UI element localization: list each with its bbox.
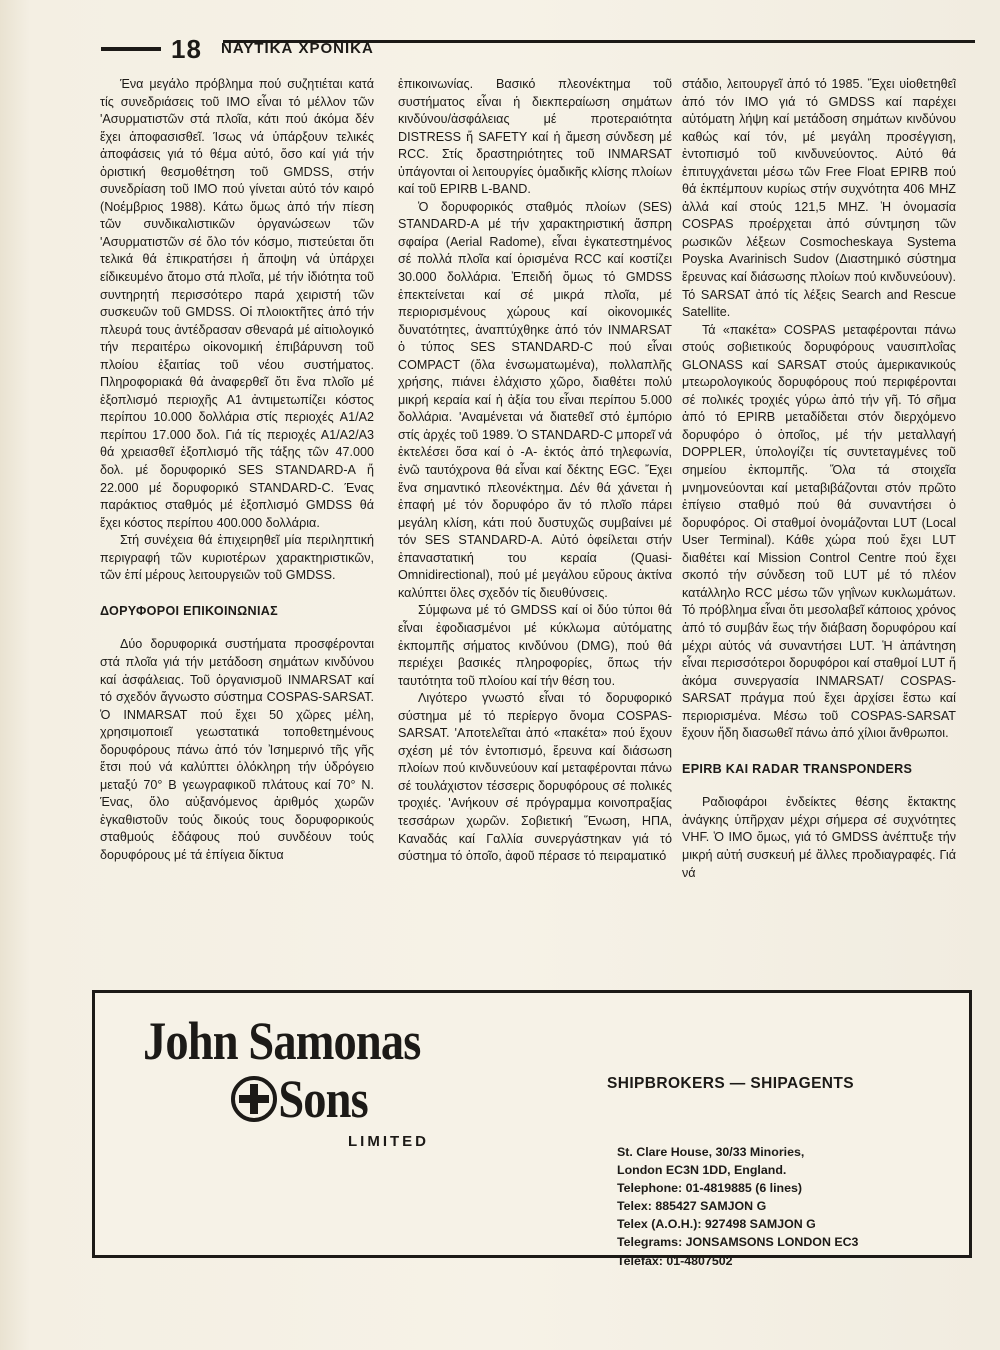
advertisement-box bbox=[92, 990, 972, 1268]
ad-limited: LIMITED bbox=[348, 1133, 429, 1150]
article-body bbox=[100, 76, 970, 981]
ad-tagline: SHIPBROKERS — SHIPAGENTS bbox=[607, 1075, 855, 1092]
article-column-2 bbox=[398, 76, 672, 981]
ad-brand-sons bbox=[225, 1071, 368, 1127]
paragraph: Ὁ δορυφορικός σταθμός πλοίων (SES) STANDARD-A μέ τήν χαρακτηριστική ἄσπρη σφαίρα (Aerial Radome), εἶναι ἐγκατεστημένος σέ πολλά πλοῖα καί ὁρισμένα RCC καί κοστίζει 30.000 δολλάρια. Ἐπειδή ὅμως τό GMDSS ἐπεκτείνεται καί σέ μικρά πλοῖα, μέ περιορισμένους χώρους καί οἰκονομικές δυνατότητες, ἀναπτύχθηκε ἀπό τόν INMARSAT ὁ τύπος SES STANDARD-C πού εἶναι COMPACT (ὅλα ἐνσωματωμένα), πολλαπλῆς χρήσης, πιάνει ἐλάχιστο χῶρο, διαθέτει πολύ μικρή κεραία καί ἡ ἀξία του εἶναι περίπου 5.000 δολλάρια. 'Αναμένεται νά διατεθεῖ στό ἐμπόριο στίς ἀρχές τοῦ 1989. Ὁ STANDARD-C μπορεῖ νά ἐκτελέσει ὅσα καί ὁ -Α- ἐκτός ἀπό τηλεφωνία, ἐνῶ ταυτόχρονα θά εἶναι καί δέκτης EGC. Ἔχει ἕνα σημαντικό πλεονέκτημα. Δέν θά χάνεται ἡ ἐπαφή μέ τόν δορυφόρο ἄν τό πλοῖο πάρει μεγάλη κλίση, κάτι πού δυστυχῶς συμβαίνει μέ τόν SES STANDARD-A. Αὐτό ὀφείλεται στήν ἐπαναστατική του κεραία (Quasi-Omnidirectional), πού μέ μεγάλου εὔρους ἀκτίνα καλύπτει ὅλες σχεδόν τίς διευθύνσεις. bbox=[398, 199, 672, 600]
section-heading-satellites: ΔΟΡΥΦΟΡΟΙ ΕΠΙΚΟΙΝΩΝΙΑΣ bbox=[100, 603, 278, 618]
paragraph: Στή συνέχεια θά ἐπιχειρηθεῖ μία περιληπτική περιγραφή τῶν κυριοτέρων χαρακτηριστικῶν, τῶν ἐπί μέρους λειτουργειῶν τοῦ GMDSS. bbox=[100, 533, 374, 583]
paragraph: Ένα μεγάλο πρόβλημα πού συζητιέται κατά τίς συνεδριάσεις τοῦ ΙΜΟ εἶναι τό μέλλον τῶν 'Ασυρματιστῶν στά πλοῖα, κάτι πού άκόμα δέν ἔχει ἀποφασισθεῖ. Ίσως νά ὑπάρξουν τελικές ἀποφάσεις γιά τό θέμα αὐτό, ὅσο καί γιά τήν ὁριστική θεσμοθέτηση τοῦ GMDSS, στήν συνεδρίαση τοῦ ΙΜΟ πού γίνεται αὐτό τόν καιρό (Νοέμβριος 1988). Κάτω ὅμως ἀπό τήν πίεση τῶν συνδικαλιστικῶν ὀργανώσεων τῶν 'Ασυρματιστῶν σέ ὅλο τόν κόσμο, πιστεύεται ὅτι τελικά θά ἐπικρατήσει ἡ ἄποψη νά ὑπάρχει είδικευμένο ἄτομο στά πλοῖα, μέ τήν ἰδιότητα τοῦ συντηρητή περισσότερο παρά χειριστή τῶν συσκευῶν τοῦ GMDSS. Οἱ πλοιοκτῆτες ἀπό τήν πλευρά τους ἀντέδρασαν σθεναρά μέ αἰτιολογικό τήν περαιτέρω οἰκονομική ἐπιβάρυνση τοῦ πλοίου ἐξαιτίας τοῦ νέου συστήματος. Πληροφοριακά θά ἀναφερθεῖ ὅτι ἕνα πλοῖο μέ ἐξοπλισμό περιοχῆς Α1 ἀντιμετωπίζει κόστος περίπου 10.000 δολλάρια στίς περιοχές Α1/Α2 περίπου 17.000 δολ. Γιά τίς περιοχές Α1/Α2/Α3 θά χρειασθεῖ ἐξοπλισμό τῆς τάξης τῶν 47.000 δολ. μέ δορυφορικό SES STANDARD-A ἤ 22.000 μέ δορυφορικό STANDARD-C. Ένας παράκτιος σταθμός μέ ἐξοπλισμό GMDSS θά ἔχει κόστος περίπου 400.000 δολλάρια. bbox=[100, 77, 374, 530]
paragraph: Δύο δορυφορικά συστήματα προσφέρονται στά πλοῖα γιά τήν μετάδοση σημάτων κινδύνου καί ἀσφάλειας. Τοῦ ὀργανισμοῦ INMARSAT καί τό σχεδόν ἄγνωστο σύστημα COSPAS-SARSAT. Ὁ INMARSAT πού ἔχει 50 χῶρες μέλη, χρησιμοποιεῖ γεωστατικά τοποθετημένους δορυφόρους πάνω ἀπό τόν Ἰσημερινό τῆς γῆς ἔτσι πού νά καλύπτει ὁλόκληρη τήν ὑδρόγειο μεταξύ 70° Β γεωγραφικοῦ πλάτους καί 70° Ν. Ένας, ὅλο αὐξανόμενος ἀριθμός χωρῶν ἐγκαθιστοῦν τούς δικούς τους δορυφορικούς σταθμούς ἐδάφους πού συνδέουν τούς δορυφόρους μέ τά ἐπίγεια δίκτυα bbox=[100, 637, 374, 862]
publication-title: ΝΑΥΤΙΚΑ ΧΡΟΝΙΚΑ bbox=[221, 40, 374, 57]
ad-telex-aoh: Telex (A.O.H.): 927498 SAMJON G bbox=[617, 1217, 816, 1232]
paragraph: Σύμφωνα μέ τό GMDSS καί οἱ δύο τύποι θά εἶναι ἐφοδιασμένοι μέ κύκλωμα αὐτόματης ἐκπομπῆς σήματος κινδύνου (DMG), πού θά περιέχει βασικές πληροφορίες, ὅπως τήν ταυτότητα τοῦ πλοίου καί τήν θέση του. bbox=[398, 603, 672, 688]
page-header bbox=[95, 36, 975, 66]
ad-telefax: Telefax: 01-4807502 bbox=[617, 1253, 733, 1268]
ad-brand-sons-text: Sons bbox=[278, 1069, 368, 1129]
article-column-1 bbox=[100, 76, 374, 981]
paragraph: ἐπικοινωνίας. Βασικό πλεονέκτημα τοῦ συστήματος εἶναι ἡ διεκπεραίωση σημάτων κινδύνου/ἀσφάλειας μέ προτεραιότητα DISTRESS ἤ SAFETY καί ἡ ἄμεση σύνδεση μέ RCC. Στίς δραστηριότητες τοῦ INMARSAT ὑπάγονται οἱ λειτουργίες ὁμαδικῆς κλίσης πλοίων καί τοῦ EPIRB L-BAND. bbox=[398, 77, 672, 197]
article-column-3 bbox=[682, 76, 956, 981]
paragraph: Λιγότερο γνωστό εἶναι τό δορυφορικό σύστημα μέ τό περίεργο ὄνομα COSPAS-SARSAT. 'Αποτελεῖται ἀπό «πακέτα» πού ἔχουν σχέση μέ τόν ἐντοπισμό, ἔρευνα καί διάσωση πλοίων πού κινδυνεύουν καί μεταφέρονται πάνω σέ τουλάχιστον τέσσερις δορυφόρους σέ πολικές τροχιές. 'Ανήκουν σέ πρόγραμμα κοινοπραξίας τεσσάρων χωρῶν. Σοβιετική Ἕνωση, ΗΠΑ, Καναδάς καί Γαλλία συνεργάστηκαν γιά τό σύστημα τό ὁποῖο, ἀφοῦ πέρασε τό πειραματικό bbox=[398, 691, 672, 864]
section-heading-epirb: EPIRB ΚΑΙ RADAR TRANSPONDERS bbox=[682, 761, 913, 776]
ad-telephone: Telephone: 01-4819885 (6 lines) bbox=[617, 1181, 803, 1196]
ad-contact-details bbox=[617, 1143, 957, 1270]
ad-telex: Telex: 885427 SAMJON G bbox=[617, 1199, 767, 1214]
ad-brand-name: John Samonas bbox=[143, 1011, 421, 1071]
ad-telegrams: Telegrams: JONSAMSONS LONDON EC3 bbox=[617, 1235, 859, 1250]
ad-address-line: St. Clare House, 30/33 Minories, bbox=[617, 1145, 805, 1159]
paragraph: Τά «πακέτα» COSPAS μεταφέρονται πάνω στούς σοβιετικούς δορυφόρους ναυσιπλοΐας GLONASS καί SARSAT στούς ἀμερικανικούς μτεωρολογικούς δορυφόρους πού περιφέρονται σέ πολικές τροχιές γύρω ἀπό τήν γῆ. Τό σῆμα ἀπό τό EPIRB μεταδίδεται στόν διερχόμενο δορυφόρο ὁ ὁποῖος, μέ τήν μεταλλαγή DOPPLER, ὑπολογίζει τίς συντεταγμένες τοῦ σημείου ἐκπομπῆς. Ὅλα τά στοιχεῖα μνημονεύονται καί μεταβιβάζονται στόν πρῶτο ἐπίγειο σταθμό πού θά συναντήσει ὁ δορυφόρος. Οἱ σταθμοί ὀνομάζονται LUT (Local User Terminal). Κάθε χώρα πού ἔχει LUT διαθέτει καί Mission Control Centre πού ἔχει σκοπό τήν σύνδεση τοῦ LUT μέ τό πλέον κατάλληλο RCC μέσω τῶν γηΐνων κυκλωμάτων. Τό πρόβλημα εἶναι ὅτι μεσολαβεῖ κάποιος χρόνος ἀπό τό συμβάν ἕως τήν διάβαση δορυφόρου καί μέχρι αὐτός νά συναντήσει LUT. Ἡ ἀπάντηση εἶναι περισσότεροι δορυφόροι καί σταθμοί LUT ἤ ἀκόμα συνεργασία INMARSAT/ COSPAS- SARSAT πράγμα πού ἔχει ἀρχίσει ἔστω καί περιορισμένα. Μέσω τοῦ COSPAS-SARSAT ἔχουν ἤδη διασωθεῖ πάνω ἀπό χίλιοι ἄνθρωποι. bbox=[682, 322, 956, 741]
header-rule-left bbox=[101, 47, 161, 51]
page-number: 18 bbox=[171, 34, 202, 64]
paragraph: Ραδιοφάροι ἐνδείκτες θέσης ἔκτακτης ἀνάγκης ὑπῆρχαν μέχρι σήμερα σέ συχνότητες VHF. Ὁ ΙΜΟ ὅμως, γιά τό GMDSS ἀνέπτυξε τήν μικρή αὐτή συσκευή μέ ἄλλες προδιαγραφές. Γιά νά bbox=[682, 795, 956, 880]
paragraph: στάδιο, λειτουργεῖ ἀπό τό 1985. Ἔχει υἱοθετηθεῖ ἀπό τόν ΙΜΟ γιά τό GMDSS καί παρέχει αὐτόματη λήψη καί μετάδοση σημάτων κινδύνου καθώς καί τόν, μέ μεγάλη προσέγγιση, ἐντοπισμό τοῦ κινδυνεύοντος. Αὐτό θά ἐπιτυγχάνεται μέσω τῶν Free Float EPIRB πού θά ἐκπέμπουν κυρίως στήν συχνότητα 406 MHZ ἀλλά καί στούς 121,5 MHZ. Ἡ ὀνομασία COSPAS προέρχεται ἀπό σύντμηση τῶν ρωσικῶν λέξεων Cosmocheskaya Systema Poyska Avarinisch Sudov (Διαστημικό σύστημα ἔρευνας καί διάσωσης πλοίων πού κινδυνεύουν). Τό SARSAT ἀπό τίς λέξεις Search and Rescue Satellite. bbox=[682, 77, 956, 320]
ad-address-line: London EC3N 1DD, England. bbox=[617, 1163, 787, 1178]
